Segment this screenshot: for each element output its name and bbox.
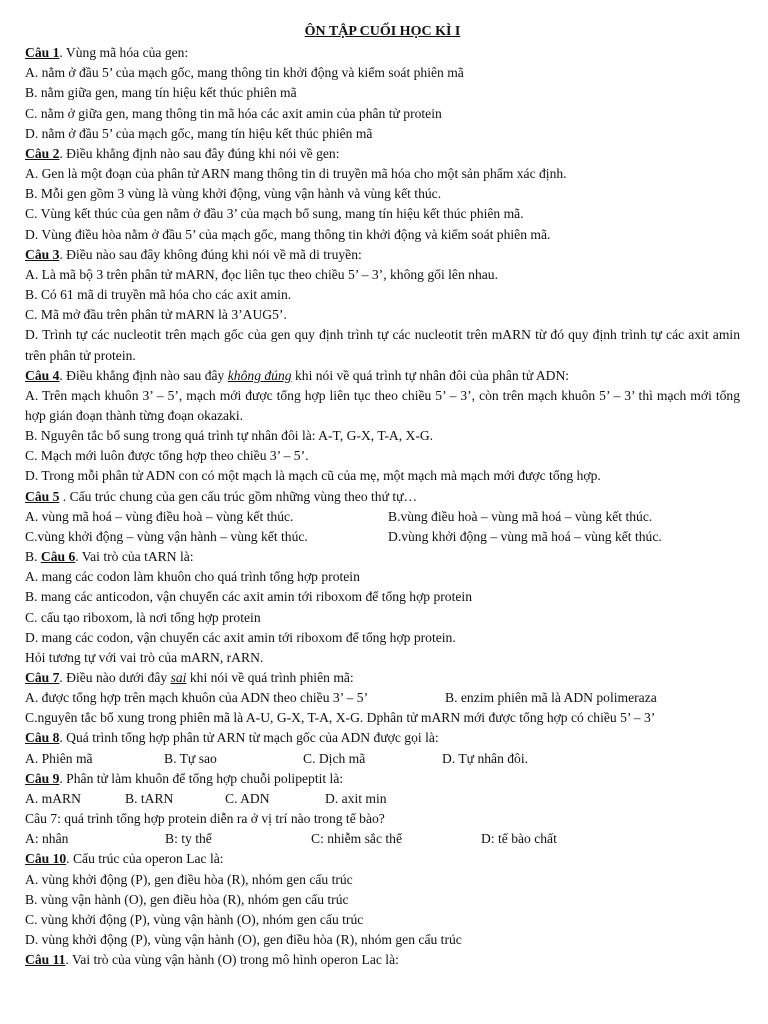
option-b: B: ty thể [165,831,212,847]
question-text-end: khi nói về quá trình phiên mã: [186,670,354,685]
option-c: C. ADN [225,790,270,806]
option-c: C. Mã mở đầu trên phân tử mARN là 3’AUG5’. [25,307,287,323]
option-a: A: nhân [25,831,69,847]
question-text: . Điều nào sau đây không đúng khi nói về mã di truyền: [59,246,362,262]
question-number: Câu 11 [25,952,66,968]
option-d: D. axit min [325,790,387,806]
question-number: Câu 9 [25,770,60,786]
option-d: D. Trình tự các nucleotit trên mạch gốc của gen quy định trình tự các nucleotit trên mARN từ đó quy định trình tự các axit amin trên phân tử protein. [25,327,740,363]
option-d: D. nằm ở đầu 5’ của mạch gốc, mang tín hiệu kết thúc phiên mã [25,125,373,141]
question-7-repeat: Câu 7: quá trình tổng hợp protein diễn ra ở vị trí nào trong tế bào? [25,811,385,827]
option-a: A. Là mã bộ 3 trên phân tử mARN, đọc liên tục theo chiều 5’ – 3’, không gối lên nhau. [25,266,498,282]
option-b: B. vùng vận hành (O), gen điều hòa (R), nhóm gen cấu trúc [25,891,349,907]
question-5 [25,487,740,507]
option-a: A. mARN [25,790,81,806]
option-c: C. nằm ở giữa gen, mang thông tin mã hóa các axit amin của phân tử protein [25,105,442,121]
option-d: D: tế bào chất [481,831,557,847]
options-row [25,527,740,547]
option-d: D. mang các codon, vận chuyển các axit amin tới riboxom để tổng hợp protein. [25,629,456,645]
page-title: ÔN TẬP CUỐI HỌC KÌ I [304,24,461,39]
question-text: . Điều khẳng định nào sau đây [59,367,228,383]
question-text-end: khi nói về quá trình tự nhân đôi của phân tử ADN: [291,367,570,383]
option-c: C.vùng khởi động – vùng vận hành – vùng kết thúc. [25,528,308,544]
question-number: Câu 2 [25,145,60,161]
option-b: B. enzim phiên mã là ADN polimeraza [445,690,657,706]
options-row [25,507,740,527]
question-text: . Vùng mã hóa của gen: [59,45,189,61]
question-text: . Cấu trúc của operon Lac là: [66,851,224,867]
option-a: A. nằm ở đầu 5’ của mạch gốc, mang thông tin khởi động và kiểm soát phiên mã [25,65,464,81]
option-c: C. vùng khởi động (P), vùng vận hành (O), nhóm gen cấu trúc [25,911,364,927]
question-text: . Điều khẳng định nào sau đây đúng khi nói về gen: [59,145,340,161]
question-4 [25,366,740,386]
option-d: D. Vùng điều hòa nằm ở đầu 5’ của mạch gốc, mang thông tin khởi động và kiểm soát phiên mã. [25,226,551,242]
question-text: . Phân tử làm khuôn để tổng hợp chuỗi polipeptit là: [59,770,344,786]
question-3 [25,245,740,265]
question-number: Câu 3 [25,246,60,262]
question-number: Câu 10 [25,851,67,867]
option-a: A. Trên mạch khuôn 3’ – 5’, mạch mới được tổng hợp liên tục theo chiều 5’ – 3’, còn trên mạch khuôn 5’ – 3’ thì mạch mới tổng hợp gián đoạn thành từng đoạn okazaki. [25,387,740,423]
option-c: C: nhiễm sắc thể [311,831,402,847]
question-number: Câu 4 [25,367,60,383]
question-9 [25,769,740,789]
question-10 [25,849,740,869]
option-c: C. Vùng kết thúc của gen nằm ở đầu 3’ của mạch bổ sung, mang tín hiệu kết thúc phiên mã. [25,206,524,222]
question-1 [25,43,740,63]
option-d: D.vùng khởi động – vùng mã hoá – vùng kết thúc. [388,528,662,544]
option-a: A. vùng mã hoá – vùng điều hoà – vùng kết thúc. [25,508,294,524]
option-c: C. cấu tạo riboxom, là nơi tổng hợp protein [25,609,261,625]
options-row [25,688,740,708]
option-b: B. Có 61 mã di truyền mã hóa cho các axit amin. [25,287,292,303]
question-text: . Quá trình tổng hợp phân tử ARN từ mạch gốc của ADN được gọi là: [59,730,439,746]
question-7 [25,668,740,688]
options-row [25,749,740,769]
option-b: B. mang các anticodon, vận chuyển các axit amin tới riboxom để tổng hợp protein [25,589,472,605]
option-d: D. Trong mỗi phân tử ADN con có một mạch là mạch cũ của mẹ, một mạch mà mạch mới được tổng hợp. [25,468,601,484]
option-c-d: C.nguyên tắc bổ xung trong phiên mã là A-U, G-X, T-A, X-G. Dphân tử mARN mới được tổng hợp có chiều 5’ – 3’ [25,710,656,726]
option-c: C. Dịch mã [303,750,366,766]
question-number: Câu 8 [25,730,60,746]
question-number: Câu 7 [25,670,60,685]
option-c: C. Mạch mới luôn được tổng hợp theo chiều 3’ – 5’. [25,448,309,464]
option-d: D. Tự nhân đôi. [442,750,529,766]
option-b: B. nằm giữa gen, mang tín hiệu kết thúc phiên mã [25,85,297,101]
option-b: B. Mỗi gen gồm 3 vùng là vùng khởi động, vùng vận hành và vùng kết thúc. [25,186,442,202]
stray-prefix: B. [25,549,41,565]
option-b: B. tARN [125,790,174,806]
question-emphasis: sai [170,670,187,685]
option-b: B. Nguyên tắc bổ sung trong quá trình tự nhân đôi là: A-T, G-X, T-A, X-G. [25,428,434,444]
question-2 [25,144,740,164]
question-6 [25,547,740,567]
options-row [25,829,740,849]
options-row [25,789,740,809]
note-text: Hỏi tương tự với vai trò của mARN, rARN. [25,649,264,665]
question-text: . Vai trò của vùng vận hành (O) trong mô hình operon Lac là: [65,952,399,968]
option-a: A. mang các codon làm khuôn cho quá trình tổng hợp protein [25,569,360,585]
question-emphasis: không đúng [227,367,292,383]
option-b: B. Tự sao [164,750,217,766]
question-text: . Điều nào dưới đây [59,670,171,685]
option-d: D. vùng khởi động (P), vùng vận hành (O), gen điều hòa (R), nhóm gen cấu trúc [25,932,462,948]
question-number: Câu 6 [40,549,76,565]
question-11 [25,950,740,970]
question-text: . Vai trò của tARN là: [75,549,194,565]
question-text: . Cấu trúc chung của gen cấu trúc gồm những vùng theo thứ tự… [59,488,418,504]
question-number: Câu 1 [25,45,60,61]
question-number: Câu 5 [25,488,60,504]
option-b: B.vùng điều hoà – vùng mã hoá – vùng kết thúc. [388,508,653,524]
option-a: A. Phiên mã [25,750,93,766]
option-a: A. được tổng hợp trên mạch khuôn của ADN theo chiều 3’ – 5’ [25,690,369,706]
option-a: A. vùng khởi động (P), gen điều hòa (R), nhóm gen cấu trúc [25,871,353,887]
question-8 [25,728,740,748]
option-a: A. Gen là một đoạn của phân tử ARN mang thông tin di truyền mã hóa cho một sản phẩm xác định. [25,166,567,182]
